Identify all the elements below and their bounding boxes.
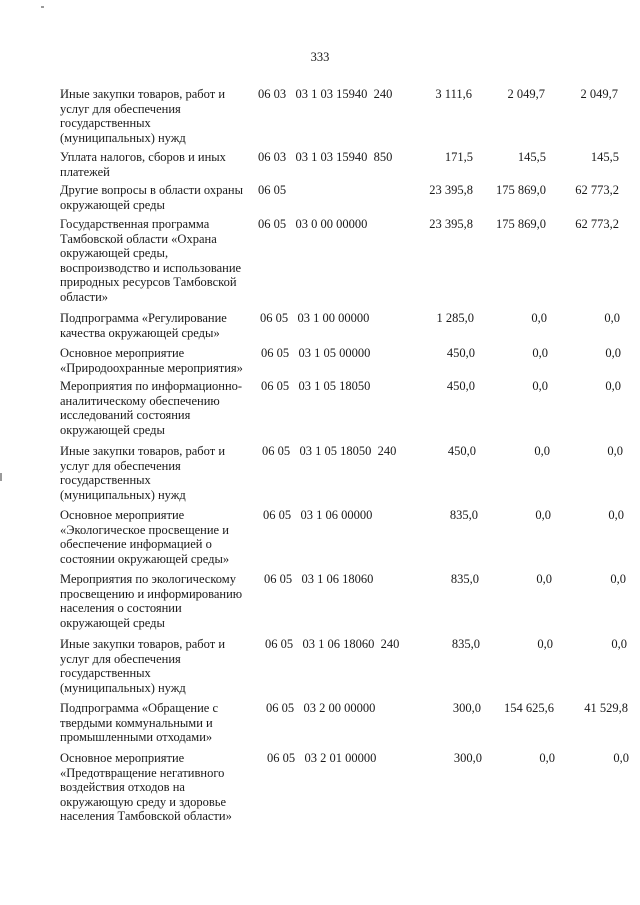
row-code: 06 05 03 1 05 00000 <box>261 346 371 360</box>
row-value-3: 0,0 <box>613 751 629 765</box>
row-code: 06 05 <box>258 183 287 197</box>
row-value-2: 0,0 <box>537 637 553 651</box>
row-name: Иные закупки товаров, работ и услуг для обеспечения государственных (муниципальных) нужд <box>60 444 226 502</box>
row-value-1: 835,0 <box>450 572 479 586</box>
row-value-1: 450,0 <box>446 379 475 393</box>
row-value-2: 0,0 <box>532 379 548 393</box>
row-name: Мероприятия по экологическому просвещению и информированию населения о состоянии окружающей среды <box>60 572 243 630</box>
row-value-3: 0,0 <box>608 508 624 522</box>
row-value-3: 2 049,7 <box>580 87 618 101</box>
row-code: 06 03 03 1 03 15940 850 <box>258 150 393 164</box>
row-code: 06 05 03 1 06 00000 <box>263 508 373 522</box>
row-code: 06 05 03 1 00 00000 <box>260 311 370 325</box>
row-value-2: 175 869,0 <box>496 217 546 231</box>
scan-mark <box>41 6 44 8</box>
row-value-2: 154 625,6 <box>504 701 554 715</box>
row-value-1: 171,5 <box>444 150 473 164</box>
row-value-2: 0,0 <box>535 508 551 522</box>
row-value-1: 450,0 <box>447 444 476 458</box>
row-name: Основное мероприятие «Экологическое просвещение и обеспечение информацией о состоянии окружающей среды» <box>60 508 230 566</box>
row-code: 06 05 03 1 06 18060 240 <box>265 637 400 651</box>
page-number: 333 <box>310 50 330 64</box>
row-name: Основное мероприятие «Предотвращение негативного воздействия отходов на окружающую среду и здоровье населения Тамбовской области» <box>60 751 232 824</box>
row-value-1: 450,0 <box>446 346 475 360</box>
row-name: Государственная программа Тамбовской области «Охрана окружающей среды, воспроизводство и использование природных ресурсов Тамбовской области» <box>60 217 242 304</box>
row-value-2: 0,0 <box>531 311 547 325</box>
row-name: Основное мероприятие «Природоохранные мероприятия» <box>60 346 243 375</box>
row-value-2: 0,0 <box>539 751 555 765</box>
row-name: Иные закупки товаров, работ и услуг для обеспечения государственных (муниципальных) нужд <box>60 637 226 695</box>
row-value-1: 300,0 <box>452 701 481 715</box>
row-value-3: 0,0 <box>605 346 621 360</box>
row-value-2: 175 869,0 <box>496 183 546 197</box>
row-value-1: 835,0 <box>449 508 478 522</box>
row-code: 06 05 03 2 00 00000 <box>266 701 376 715</box>
row-code: 06 05 03 1 06 18060 <box>264 572 374 586</box>
row-name: Иные закупки товаров, работ и услуг для обеспечения государственных (муниципальных) нужд <box>60 87 226 145</box>
row-value-1: 300,0 <box>453 751 482 765</box>
row-value-2: 0,0 <box>532 346 548 360</box>
row-value-2: 0,0 <box>536 572 552 586</box>
row-value-3: 0,0 <box>604 311 620 325</box>
row-name: Уплата налогов, сборов и иных платежей <box>60 150 226 179</box>
row-value-1: 835,0 <box>451 637 480 651</box>
row-name: Мероприятия по информационно- аналитическому обеспечению исследований состояния окружающей среды <box>60 379 243 437</box>
row-value-3: 145,5 <box>590 150 619 164</box>
row-value-3: 62 773,2 <box>575 183 619 197</box>
row-value-3: 62 773,2 <box>575 217 619 231</box>
row-code: 06 05 03 2 01 00000 <box>267 751 377 765</box>
row-name: Подпрограмма «Регулирование качества окружающей среды» <box>60 311 227 340</box>
row-value-3: 0,0 <box>605 379 621 393</box>
row-value-1: 3 111,6 <box>435 87 472 101</box>
row-value-3: 41 529,8 <box>584 701 628 715</box>
row-value-2: 145,5 <box>517 150 546 164</box>
row-value-3: 0,0 <box>607 444 623 458</box>
row-value-1: 23 395,8 <box>429 183 473 197</box>
row-value-3: 0,0 <box>610 572 626 586</box>
row-name: Другие вопросы в области охраны окружающей среды <box>60 183 244 212</box>
row-value-1: 23 395,8 <box>429 217 473 231</box>
row-code: 06 05 03 1 05 18050 <box>261 379 371 393</box>
row-value-2: 0,0 <box>534 444 550 458</box>
row-value-1: 1 285,0 <box>436 311 474 325</box>
scan-mark <box>0 473 2 481</box>
row-value-3: 0,0 <box>611 637 627 651</box>
row-code: 06 05 03 1 05 18050 240 <box>262 444 397 458</box>
row-code: 06 05 03 0 00 00000 <box>258 217 368 231</box>
row-code: 06 03 03 1 03 15940 240 <box>258 87 393 101</box>
row-value-2: 2 049,7 <box>507 87 545 101</box>
row-name: Подпрограмма «Обращение с твердыми коммунальными и промышленными отходами» <box>60 701 219 745</box>
